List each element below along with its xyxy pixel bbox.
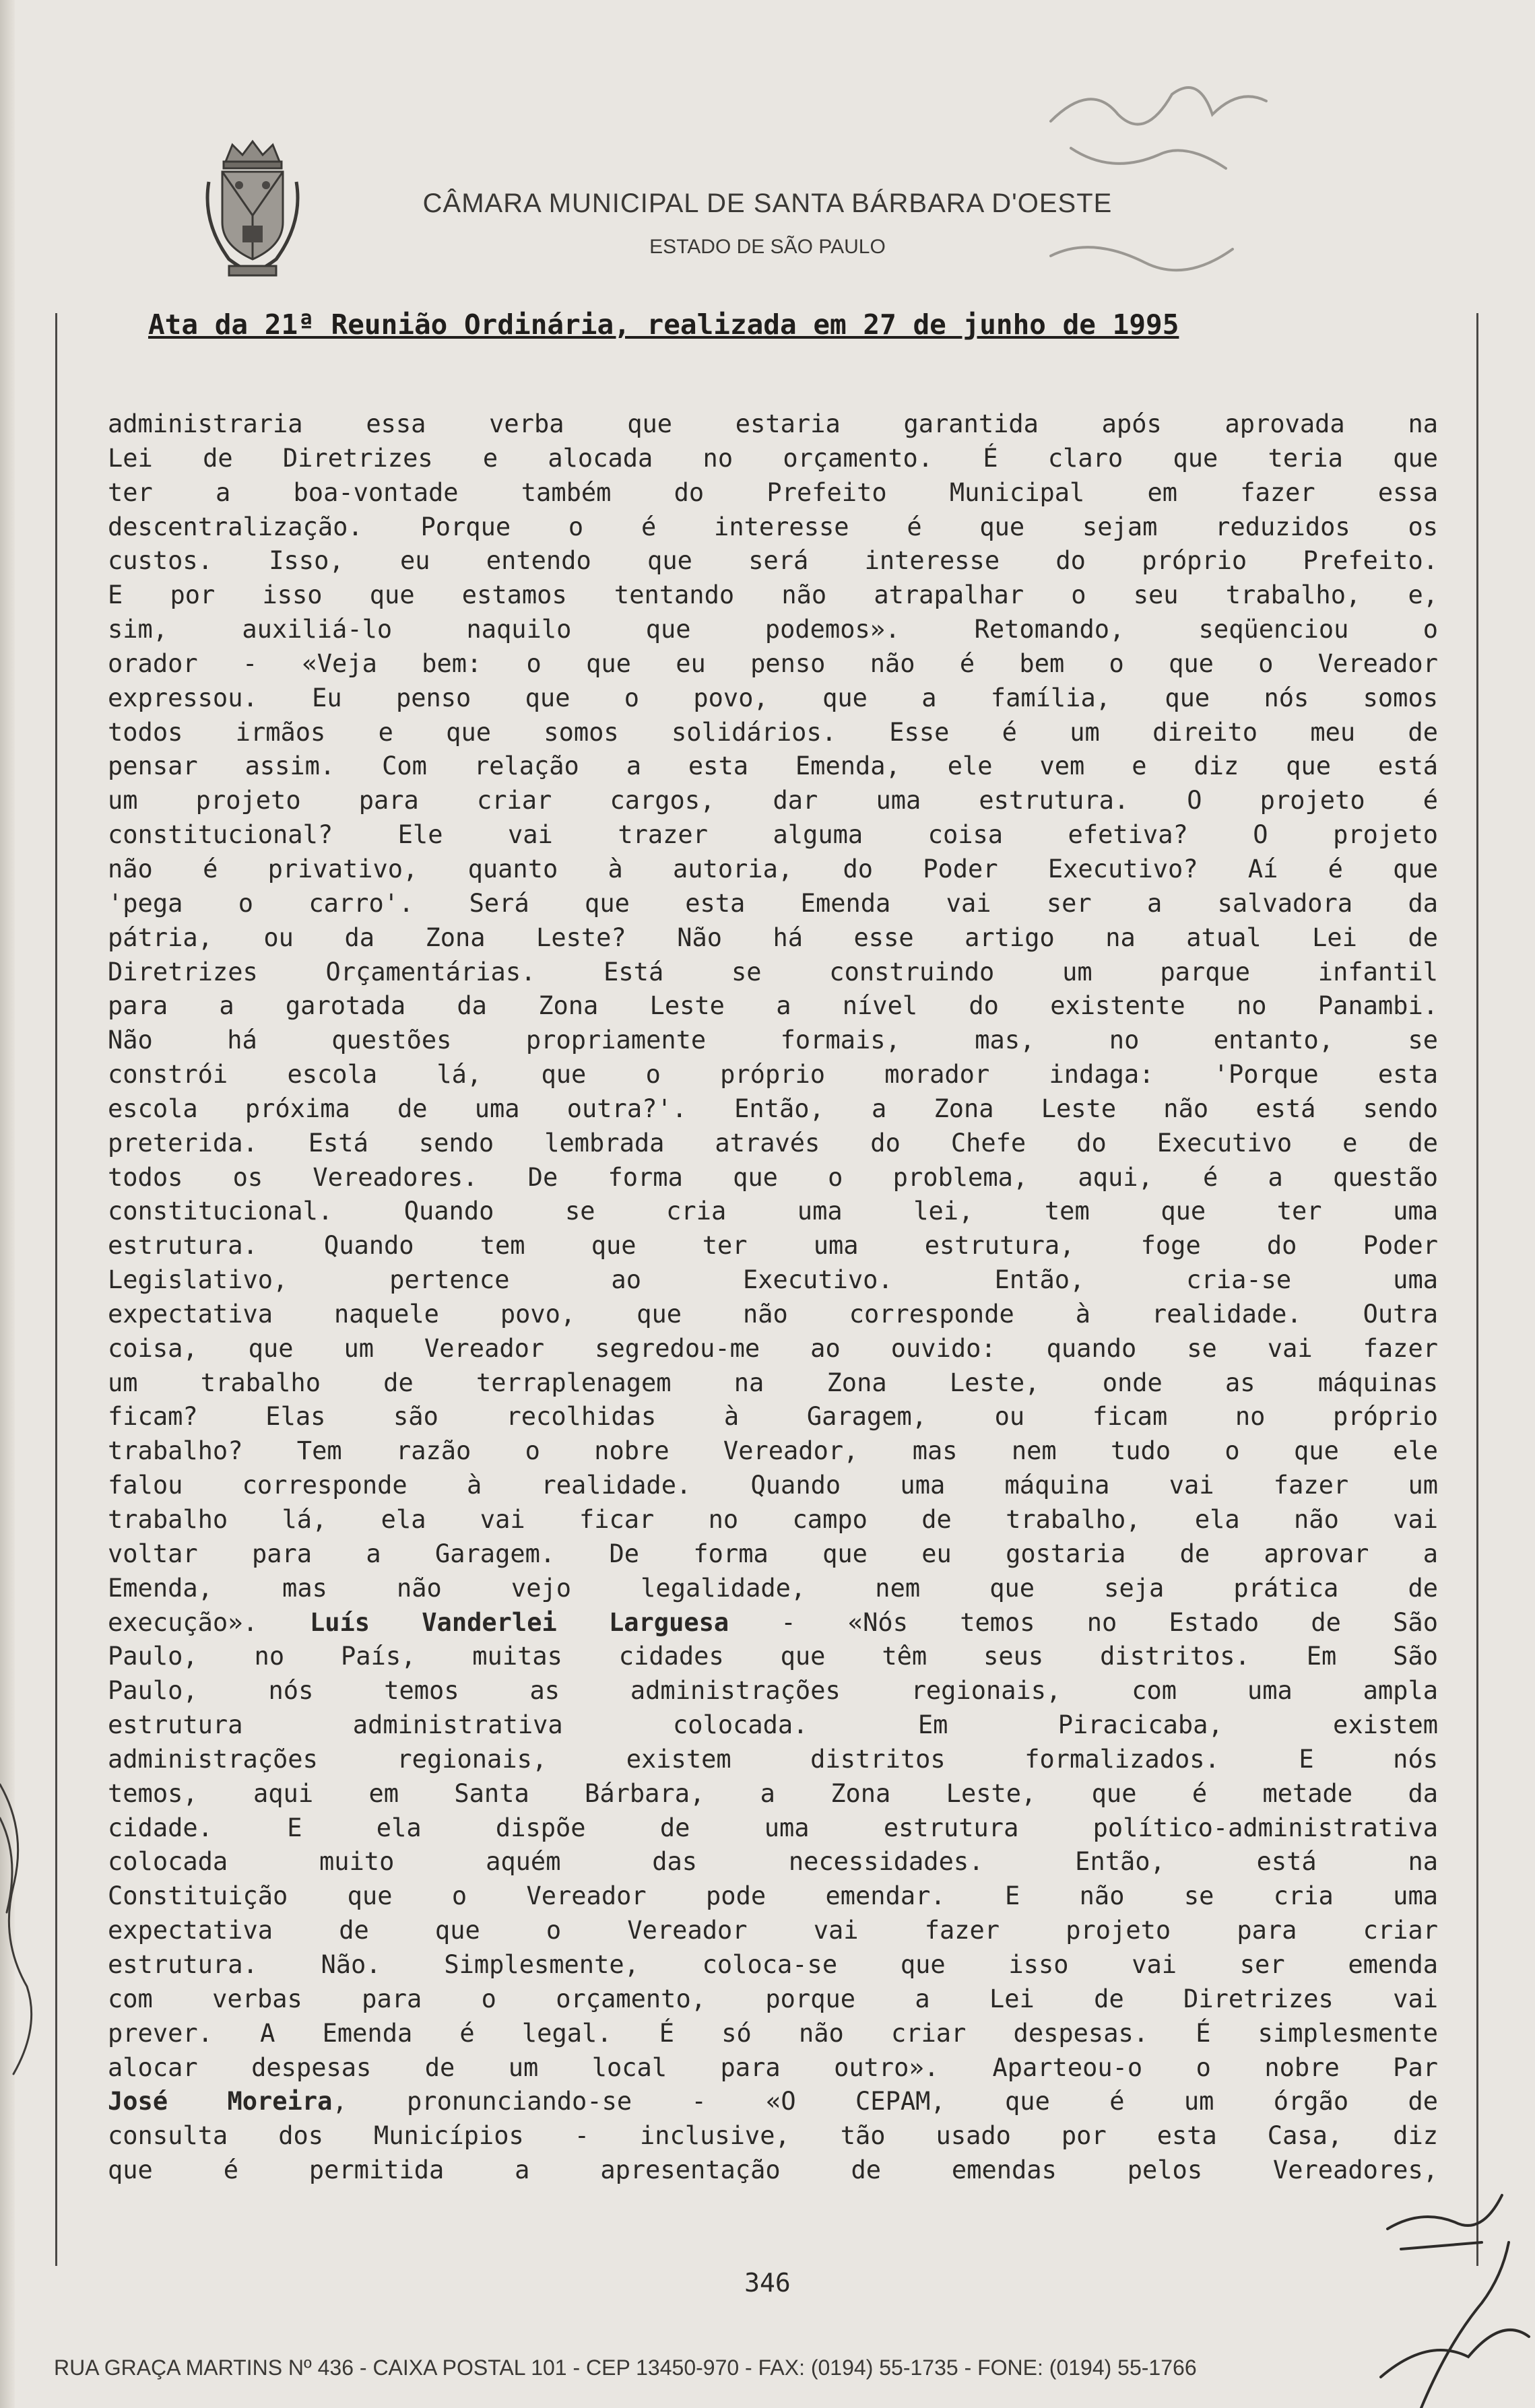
text-line: alocar despesas de um local para outro». Aparteou-o o nobre Par	[108, 2052, 1438, 2082]
text-line	[108, 2085, 1438, 2119]
page-edge	[0, 0, 15, 2408]
text-line: não é privativo, quanto à autoria, do Poder Executivo? Aí é que	[108, 854, 1438, 883]
text-line: com verbas para o orçamento, porque a Lei de Diretrizes vai	[108, 1984, 1438, 2013]
text-line: estrutura. Quando tem que ter uma estrutura, foge do Poder	[108, 1231, 1438, 1261]
page-number: 346	[744, 2268, 791, 2298]
text-line: constrói escola lá, que o próprio morador indaga: 'Porque esta	[108, 1060, 1438, 1090]
text-line: falou corresponde à realidade. Quando uma máquina vai fazer um	[108, 1471, 1438, 1500]
speaker-name: Luís Vanderlei Larguesa	[309, 1607, 729, 1637]
text-line: pátria, ou da Zona Leste? Não há esse artigo na atual Lei de	[108, 923, 1438, 952]
text-line: orador - «Veja bem: o que eu penso não é bem o que o Vereador	[108, 648, 1438, 678]
text-line: pensar assim. Com relação a esta Emenda, ele vem e diz que está	[108, 751, 1438, 781]
text-line: custos. Isso, eu entendo que será interesse do próprio Prefeito.	[108, 546, 1438, 576]
left-margin-rule	[55, 313, 57, 2266]
text-fragment: - «Nós temos no Estado de São	[729, 1607, 1438, 1637]
text-line: um projeto para criar cargos, dar uma estrutura. O projeto é	[108, 786, 1438, 815]
chamber-name: CÂMARA MUNICIPAL DE SANTA BÁRBARA D'OESTE	[422, 189, 1113, 218]
text-line: constitucional? Ele vai trazer alguma coisa efetiva? O projeto	[108, 820, 1438, 850]
text-line: expressou. Eu penso que o povo, que a família, que nós somos	[108, 683, 1438, 712]
text-line: voltar para a Garagem. De forma que eu gostaria de aprovar a	[108, 1539, 1438, 1568]
signature-bottom-right	[1401, 2242, 1482, 2249]
text-line: Constituição que o Vereador pode emendar. E não se cria uma	[108, 1881, 1438, 1911]
signature-top-right	[1051, 88, 1266, 125]
text-line: todos os Vereadores. De forma que o problema, aqui, é a questão	[108, 1162, 1438, 1192]
text-line: administraria essa verba que estaria garantida após aprovada na	[108, 409, 1438, 438]
signature-bottom-right	[1387, 2195, 1502, 2229]
signature-top-right	[1071, 148, 1226, 168]
text-line: preterida. Está sendo lembrada através do Chefe do Executivo e de	[108, 1128, 1438, 1158]
text-line: estrutura. Não. Simplesmente, coloca-se que isso vai ser emenda	[108, 1949, 1438, 1979]
text-line: Legislativo, pertence ao Executivo. Então, cria-se uma	[108, 1265, 1438, 1295]
text-line: temos, aqui em Santa Bárbara, a Zona Leste, que é metade da	[108, 1778, 1438, 1808]
text-line: Emenda, mas não vejo legalidade, nem que seja prática de	[108, 1573, 1438, 1603]
text-line: ter a boa-vontade também do Prefeito Municipal em fazer essa	[108, 477, 1438, 507]
text-line: expectativa de que o Vereador vai fazer projeto para criar	[108, 1916, 1438, 1945]
text-line: Paulo, no País, muitas cidades que têm seus distritos. Em São	[108, 1642, 1438, 1671]
address-footer: RUA GRAÇA MARTINS Nº 436 - CAIXA POSTAL 101 - CEP 13450-970 - FAX: (0194) 55-1735 - FONE: (0194) 55-1766	[54, 2355, 1197, 2380]
text-line: estrutura administrativa colocada. Em Piracicaba, existem	[108, 1710, 1438, 1740]
text-line: todos irmãos e que somos solidários. Esse é um direito meu de	[108, 717, 1438, 747]
text-line: constitucional. Quando se cria uma lei, tem que ter uma	[108, 1197, 1438, 1226]
minutes-body	[108, 407, 1438, 2188]
text-line: colocada muito aquém das necessidades. Então, está na	[108, 1847, 1438, 1877]
text-line: Lei de Diretrizes e alocada no orçamento. É claro que teria que	[108, 443, 1438, 473]
text-line: trabalho? Tem razão o nobre Vereador, mas nem tudo o que ele	[108, 1436, 1438, 1466]
text-line: prever. A Emenda é legal. É só não criar despesas. É simplesmente	[108, 2018, 1438, 2048]
text-line: E por isso que estamos tentando não atrapalhar o seu trabalho, e,	[108, 580, 1438, 610]
text-line: sim, auxiliá-lo naquilo que podemos». Retomando, seqüenciou o	[108, 615, 1438, 644]
text-line: Diretrizes Orçamentárias. Está se construindo um parque infantil	[108, 957, 1438, 986]
text-line: que é permitida a apresentação de emendas pelos Vereadores,	[108, 2155, 1438, 2185]
text-line: ficam? Elas são recolhidas à Garagem, ou ficam no próprio	[108, 1402, 1438, 1432]
meeting-title: Ata da 21ª Reunião Ordinária, realizada em 27 de junho de 1995	[148, 308, 1179, 341]
text-line: administrações regionais, existem distritos formalizados. E nós	[108, 1744, 1438, 1774]
text-line: cidade. E ela dispõe de uma estrutura político-administrativa	[108, 1813, 1438, 1842]
right-margin-rule	[1476, 313, 1478, 2266]
text-fragment: , pronunciando-se - «O CEPAM, que é um órgão de	[332, 2087, 1439, 2116]
text-line: para a garotada da Zona Leste a nível do existente no Panambi.	[108, 991, 1438, 1021]
text-line: expectativa naquele povo, que não corresponde à realidade. Outra	[108, 1299, 1438, 1329]
text-fragment: execução».	[108, 1607, 310, 1637]
text-line: descentralização. Porque o é interesse é que sejam reduzidos os	[108, 512, 1438, 541]
text-line: Paulo, nós temos as administrações regionais, com uma ampla	[108, 1676, 1438, 1706]
signature-bottom-right	[1421, 2242, 1509, 2408]
text-line: um trabalho de terraplenagem na Zona Leste, onde as máquinas	[108, 1368, 1438, 1397]
speaker-name: José Moreira	[108, 2087, 333, 2116]
text-line: Não há questões propriamente formais, mas, no entanto, se	[108, 1026, 1438, 1055]
text-line: 'pega o carro'. Será que esta Emenda vai ser a salvadora da	[108, 888, 1438, 918]
text-line: escola próxima de uma outra?'. Então, a Zona Leste não está sendo	[108, 1094, 1438, 1123]
text-line	[108, 1606, 1438, 1640]
text-line: trabalho lá, ela vai ficar no campo de trabalho, ela não vai	[108, 1505, 1438, 1534]
text-line: coisa, que um Vereador segredou-me ao ouvido: quando se vai fazer	[108, 1333, 1438, 1363]
state-name: ESTADO DE SÃO PAULO	[649, 236, 886, 258]
text-line: consulta dos Municípios - inclusive, tão usado por esta Casa, diz	[108, 2121, 1438, 2151]
